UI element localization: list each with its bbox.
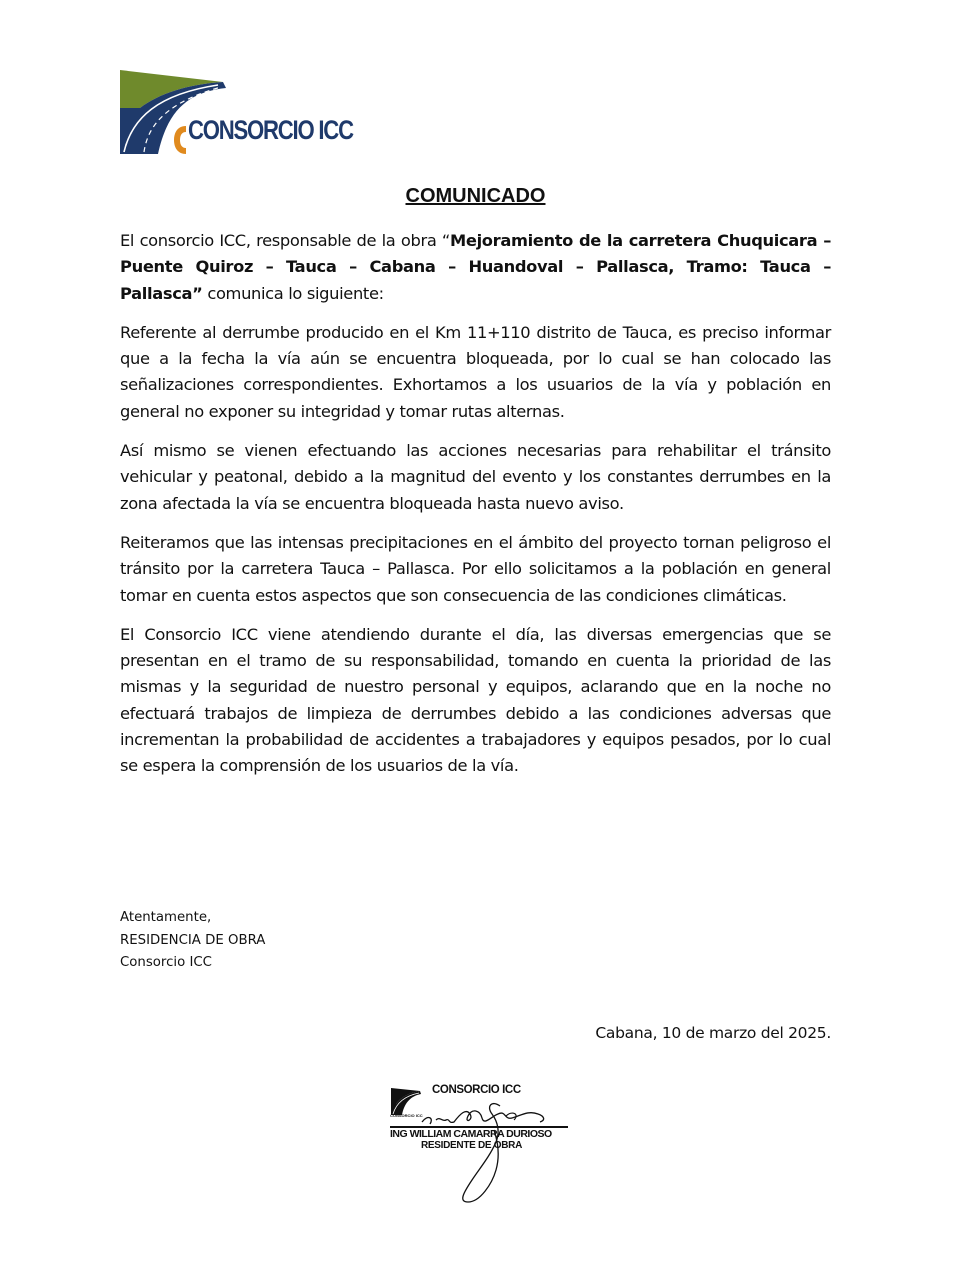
stamp-title: CONSORCIO ICC [432, 1084, 521, 1096]
paragraph-4: El Consorcio ICC viene atendiendo durante el día, las diversas emergencias que se presentan en el tramo de su responsabilidad, tomando en cuenta la prioridad de las mismas y la seguridad de nuestro personal y equipos, aclarando que en la noche no efectuará trabajos de limpieza de derrumbes debido a las condiciones adversas que incrementan la probabilidad de accidentes a trabajadores y equipos pesados, por lo cual se espera la comprensión de los usuarios de la vía. [120, 624, 831, 776]
paragraph-2: Así mismo se vienen efectuando las acciones necesarias para rehabilitar el tránsito vehicular y peatonal, debido a la magnitud del evento y los constantes derrumbes en la zona afectada la vía se encuentra bloqueada hasta nuevo aviso. [120, 441, 831, 513]
logo-text: CONSORCIO ICC [188, 115, 353, 145]
handwritten-signature [388, 1080, 578, 1210]
page-title: COMUNICADO [405, 185, 546, 207]
paragraph-3: Reiteramos que las intensas precipitaciones en el ámbito del proyecto tornan peligroso el tránsito por la carretera Tauca – Pallasca. Por ello solicitamos a la población en general tomar en cuenta estos aspectos que son consecuencia de las condiciones climáticas. [120, 532, 831, 605]
company-logo [118, 68, 353, 156]
stamp-role: RESIDENTE DE OBRA [421, 1140, 523, 1151]
intro-paragraph [120, 228, 831, 307]
letter-body [120, 228, 831, 793]
stamp-small-text: CONSORCIO ICC [390, 1113, 423, 1118]
project-name: Mejoramiento de la carretera Chuquicara – Puente Quiroz – Tauca – Cabana – Huandoval – Pallasca, Tramo: Tauca – Pallasca” [120, 231, 831, 303]
department: RESIDENCIA DE OBRA [120, 932, 266, 948]
company-name: Consorcio ICC [120, 955, 212, 970]
stamp-name: ING WILLIAM CAMARRA DURIOSO [390, 1128, 552, 1140]
intro-prefix: El consorcio ICC, responsable de la obra “ [120, 231, 451, 250]
closing-block [120, 907, 265, 975]
intro-suffix: comunica lo siguiente: [202, 283, 384, 303]
paragraph-1: Referente al derrumbe producido en el Km 11+110 distrito de Tauca, es preciso informar que a la fecha la vía aún se encuentra bloqueada, por lo cual se han colocado las señalizaciones correspondientes. Exhortamos a los usuarios de la vía y población en general no exponer su integridad y tomar rutas alternas. [120, 322, 831, 421]
date-line: Cabana, 10 de marzo del 2025. [595, 1024, 831, 1042]
salutation: Atentamente, [120, 910, 212, 925]
